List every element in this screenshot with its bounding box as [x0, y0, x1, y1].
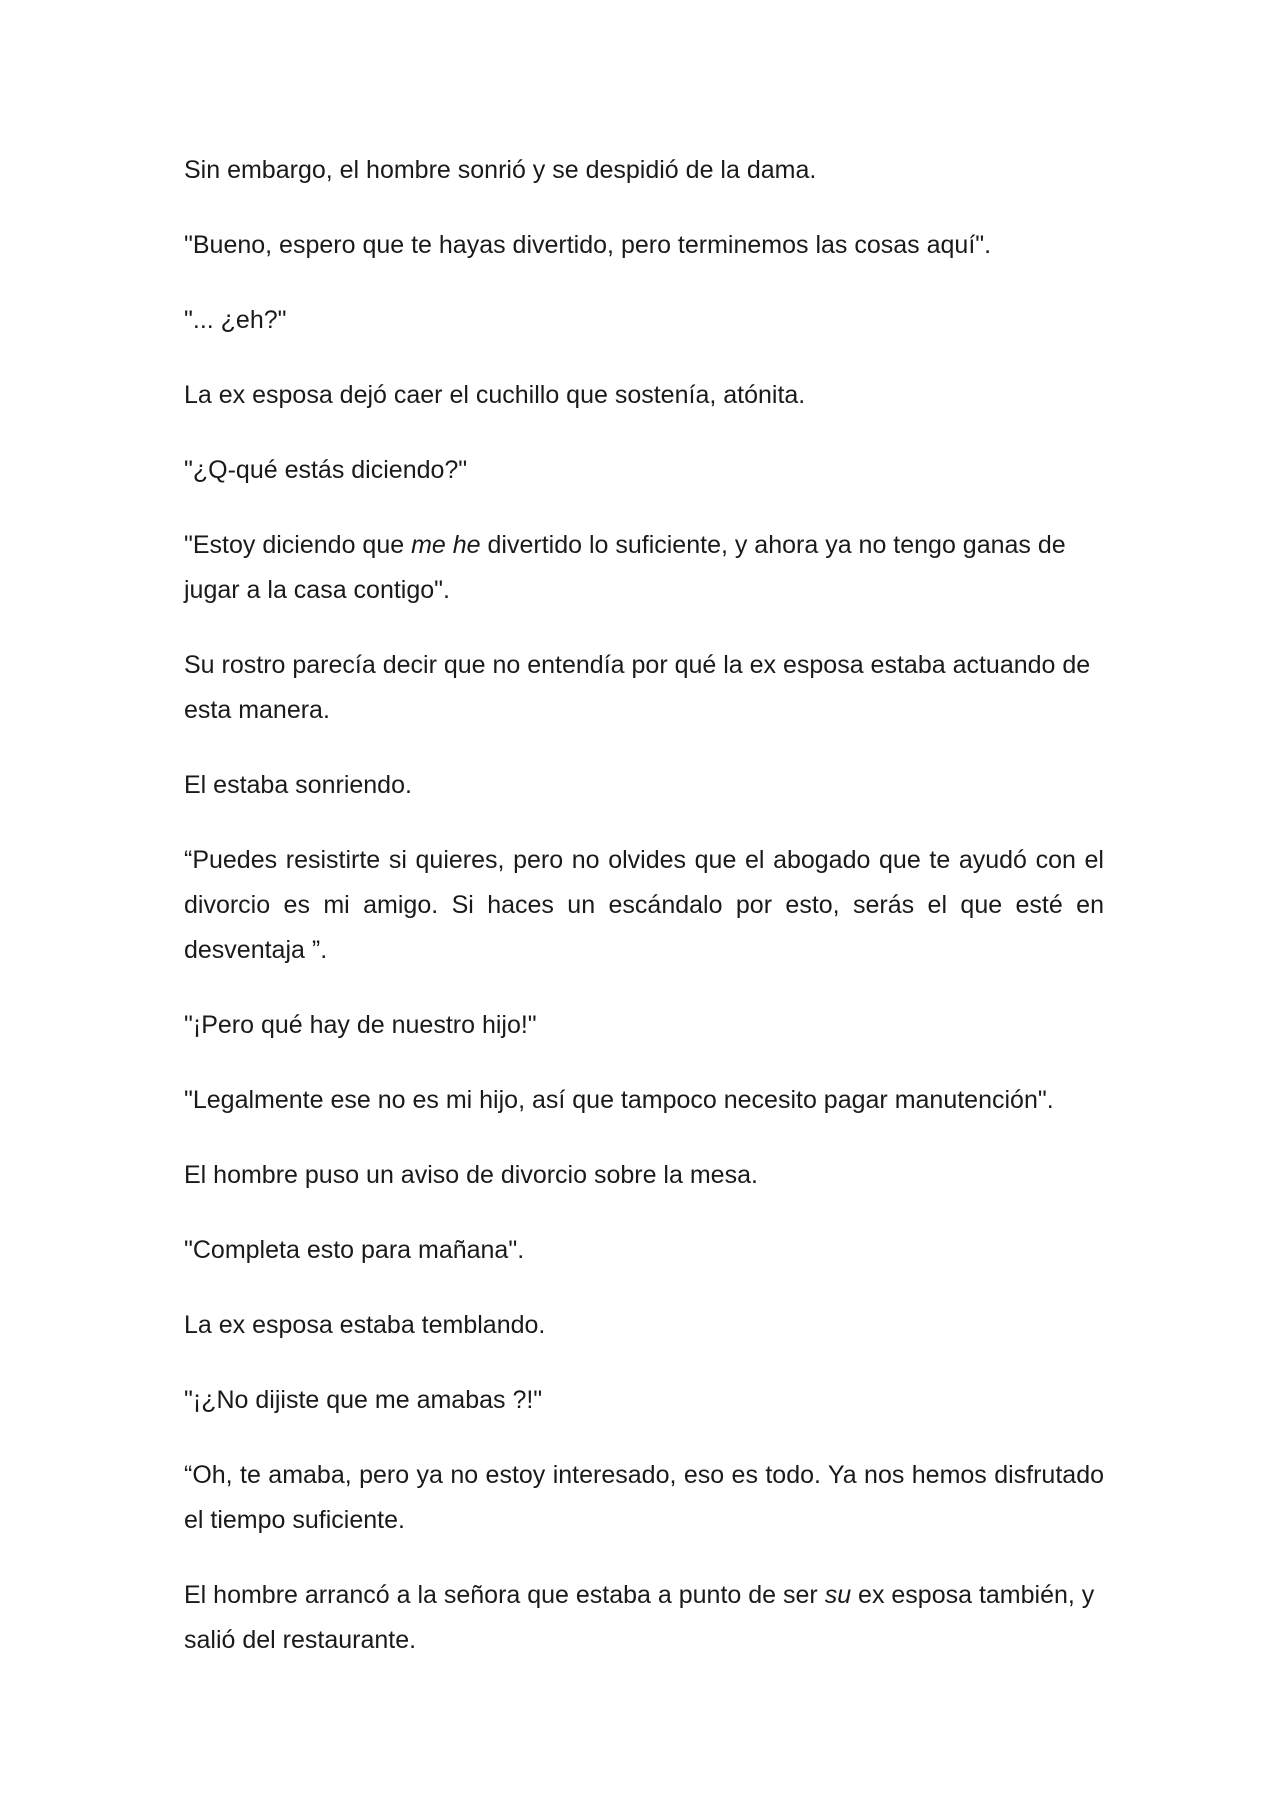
paragraph: “Puedes resistirte si quieres, pero no olvides que el abogado que te ayudó con el divorcio es mi amigo. Si haces un escándalo por esto, serás el que esté en desventaja ”.: [184, 846, 1104, 964]
paragraph: Su rostro parecía decir que no entendía por qué la ex esposa estaba actuando de esta manera.: [184, 651, 1091, 724]
paragraph: El estaba sonriendo.: [184, 771, 412, 799]
italic-text: su: [824, 1581, 852, 1609]
paragraph: La ex esposa dejó caer el cuchillo que sostenía, atónita.: [184, 381, 806, 409]
paragraph-text: divertido lo suficiente, y ahora ya no tengo ganas de jugar a la casa contigo".: [184, 531, 1066, 604]
paragraph-text: El hombre arrancó a la señora que estaba a punto de ser: [184, 1581, 825, 1609]
paragraph: Sin embargo, el hombre sonrió y se despidió de la dama.: [184, 156, 817, 184]
paragraph: [184, 1573, 1104, 1663]
document-body: [184, 148, 1104, 1693]
italic-text: me he: [411, 531, 481, 559]
paragraph: "... ¿eh?": [184, 306, 287, 334]
paragraph-text: "Estoy diciendo que: [184, 531, 412, 559]
paragraph: "Completa esto para mañana".: [184, 1236, 525, 1264]
paragraph: "Legalmente ese no es mi hijo, así que tampoco necesito pagar manutención".: [184, 1086, 1054, 1114]
paragraph-text: ex esposa también, y salió del restaurante.: [184, 1581, 1095, 1654]
paragraph: [184, 523, 1104, 613]
paragraph: "Bueno, espero que te hayas divertido, pero terminemos las cosas aquí".: [184, 231, 992, 259]
paragraph: El hombre puso un aviso de divorcio sobre la mesa.: [184, 1161, 758, 1189]
paragraph: “Oh, te amaba, pero ya no estoy interesado, eso es todo. Ya nos hemos disfrutado el tiempo suficiente.: [184, 1461, 1104, 1534]
paragraph: "¿Q-qué estás diciendo?": [184, 456, 468, 484]
paragraph: La ex esposa estaba temblando.: [184, 1311, 546, 1339]
paragraph: "¡¿No dijiste que me amabas ?!": [184, 1386, 543, 1414]
paragraph: "¡Pero qué hay de nuestro hijo!": [184, 1011, 537, 1039]
